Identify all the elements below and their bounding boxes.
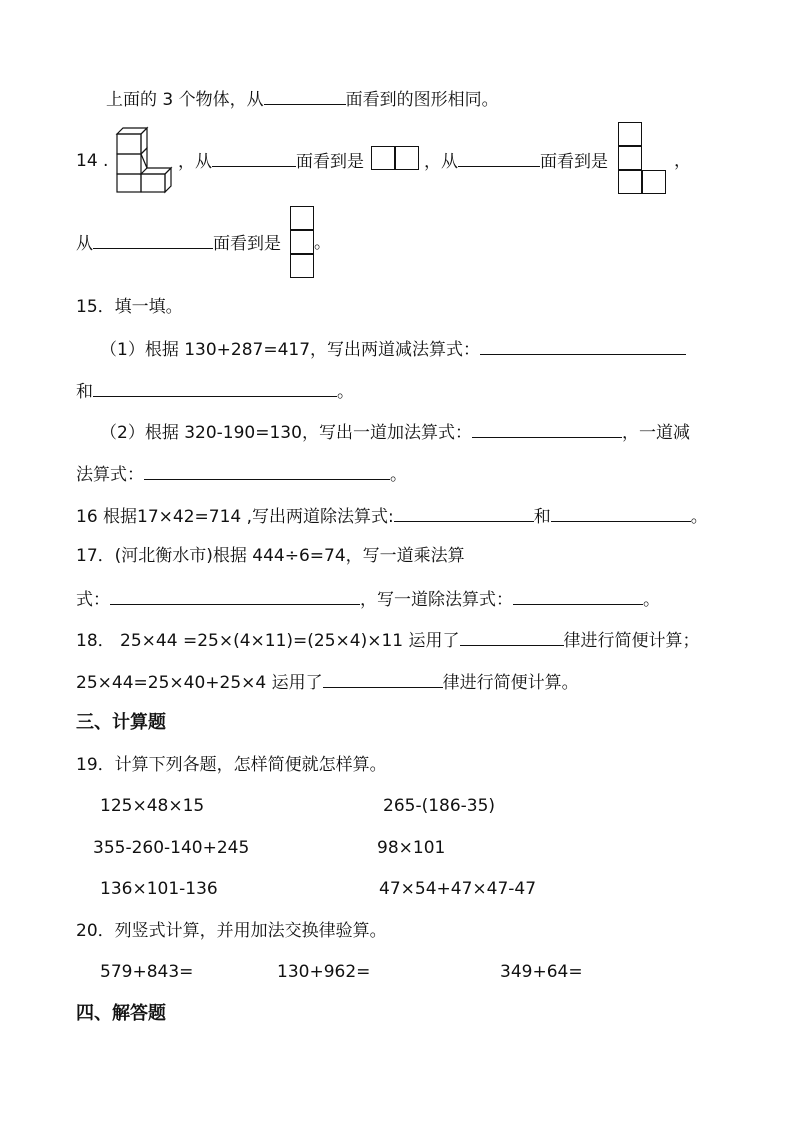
- view-square: [618, 146, 642, 170]
- q15-sub1: （1）根据 130+287=417，写出两道减法算式：: [100, 338, 686, 361]
- calc-item: 47×54+47×47-47: [379, 879, 537, 899]
- view-square: [290, 206, 314, 230]
- answer-blank[interactable]: [212, 150, 296, 167]
- q14-line1b: ，从 面看到是: [424, 152, 608, 172]
- q17-line: 17．(河北衡水市)根据 444÷6=74，写一道乘法算: [76, 546, 465, 566]
- view-square: [618, 122, 642, 146]
- q15-sub2: （2）根据 320-190=130，写出一道加法算式： ，一道减: [100, 423, 690, 443]
- q15-title: 15．填一填。: [76, 297, 183, 317]
- q16-line: 16 根据17×42=714 ,写出两道除法算式: 和 。: [76, 507, 708, 527]
- answer-blank[interactable]: [480, 338, 686, 355]
- view-square: [618, 170, 642, 194]
- calc-item: 265-(186-35): [383, 796, 496, 816]
- q18-line2: 25×44=25×40+25×4 运用了 律进行简便计算。: [76, 673, 579, 693]
- answer-blank[interactable]: [460, 629, 564, 646]
- answer-blank[interactable]: [551, 505, 691, 522]
- answer-blank[interactable]: [144, 463, 390, 480]
- q15-sub2b: 法算式： 。: [76, 465, 407, 485]
- calc-item: 125×48×15: [100, 796, 205, 816]
- view-square: [642, 170, 666, 194]
- answer-blank[interactable]: [110, 588, 360, 605]
- q13-line: 上面的 3 个物体，从 面看到的图形相同。: [106, 90, 499, 110]
- view-square: [395, 146, 419, 170]
- answer-blank[interactable]: [513, 588, 643, 605]
- calc-item: 579+843=: [100, 962, 194, 982]
- view-square: [290, 254, 314, 278]
- calc-item: 130+962=: [277, 962, 371, 982]
- answer-blank[interactable]: [472, 421, 622, 438]
- q18-line1: 18． 25×44 =25×(4×11)=(25×4)×11 运用了 律进行简便计算；: [76, 631, 700, 651]
- section-heading: 四、解答题: [76, 1003, 166, 1024]
- q20-title: 20．列竖式计算，并用加法交换律验算。: [76, 921, 387, 941]
- answer-blank[interactable]: [264, 88, 346, 105]
- q14-number: 14 .: [76, 151, 109, 171]
- answer-blank[interactable]: [394, 505, 534, 522]
- q14-line1: ，从 面看到是: [178, 152, 364, 172]
- section-heading: 三、计算题: [76, 712, 166, 733]
- q19-title: 19．计算下列各题，怎样简便就怎样算。: [76, 755, 387, 775]
- answer-blank[interactable]: [323, 671, 443, 688]
- view-square: [371, 146, 395, 170]
- calc-item: 349+64=: [500, 962, 583, 982]
- q14-line2: 从 面看到是: [76, 234, 281, 254]
- view-square: [290, 230, 314, 254]
- answer-blank[interactable]: [458, 150, 540, 167]
- calc-item: 98×101: [377, 838, 446, 858]
- q14-comma: ，: [674, 151, 691, 171]
- q14-end: 。: [314, 233, 331, 253]
- q17-line2: 式： ，写一道除法算式： 。: [76, 590, 660, 610]
- answer-blank[interactable]: [93, 380, 337, 397]
- calc-item: 136×101-136: [100, 879, 218, 899]
- calc-item: 355-260-140+245: [93, 838, 250, 858]
- answer-blank[interactable]: [93, 232, 213, 249]
- cube-stack-figure: [114, 126, 178, 194]
- q15-sub1b: 和 。: [76, 382, 354, 402]
